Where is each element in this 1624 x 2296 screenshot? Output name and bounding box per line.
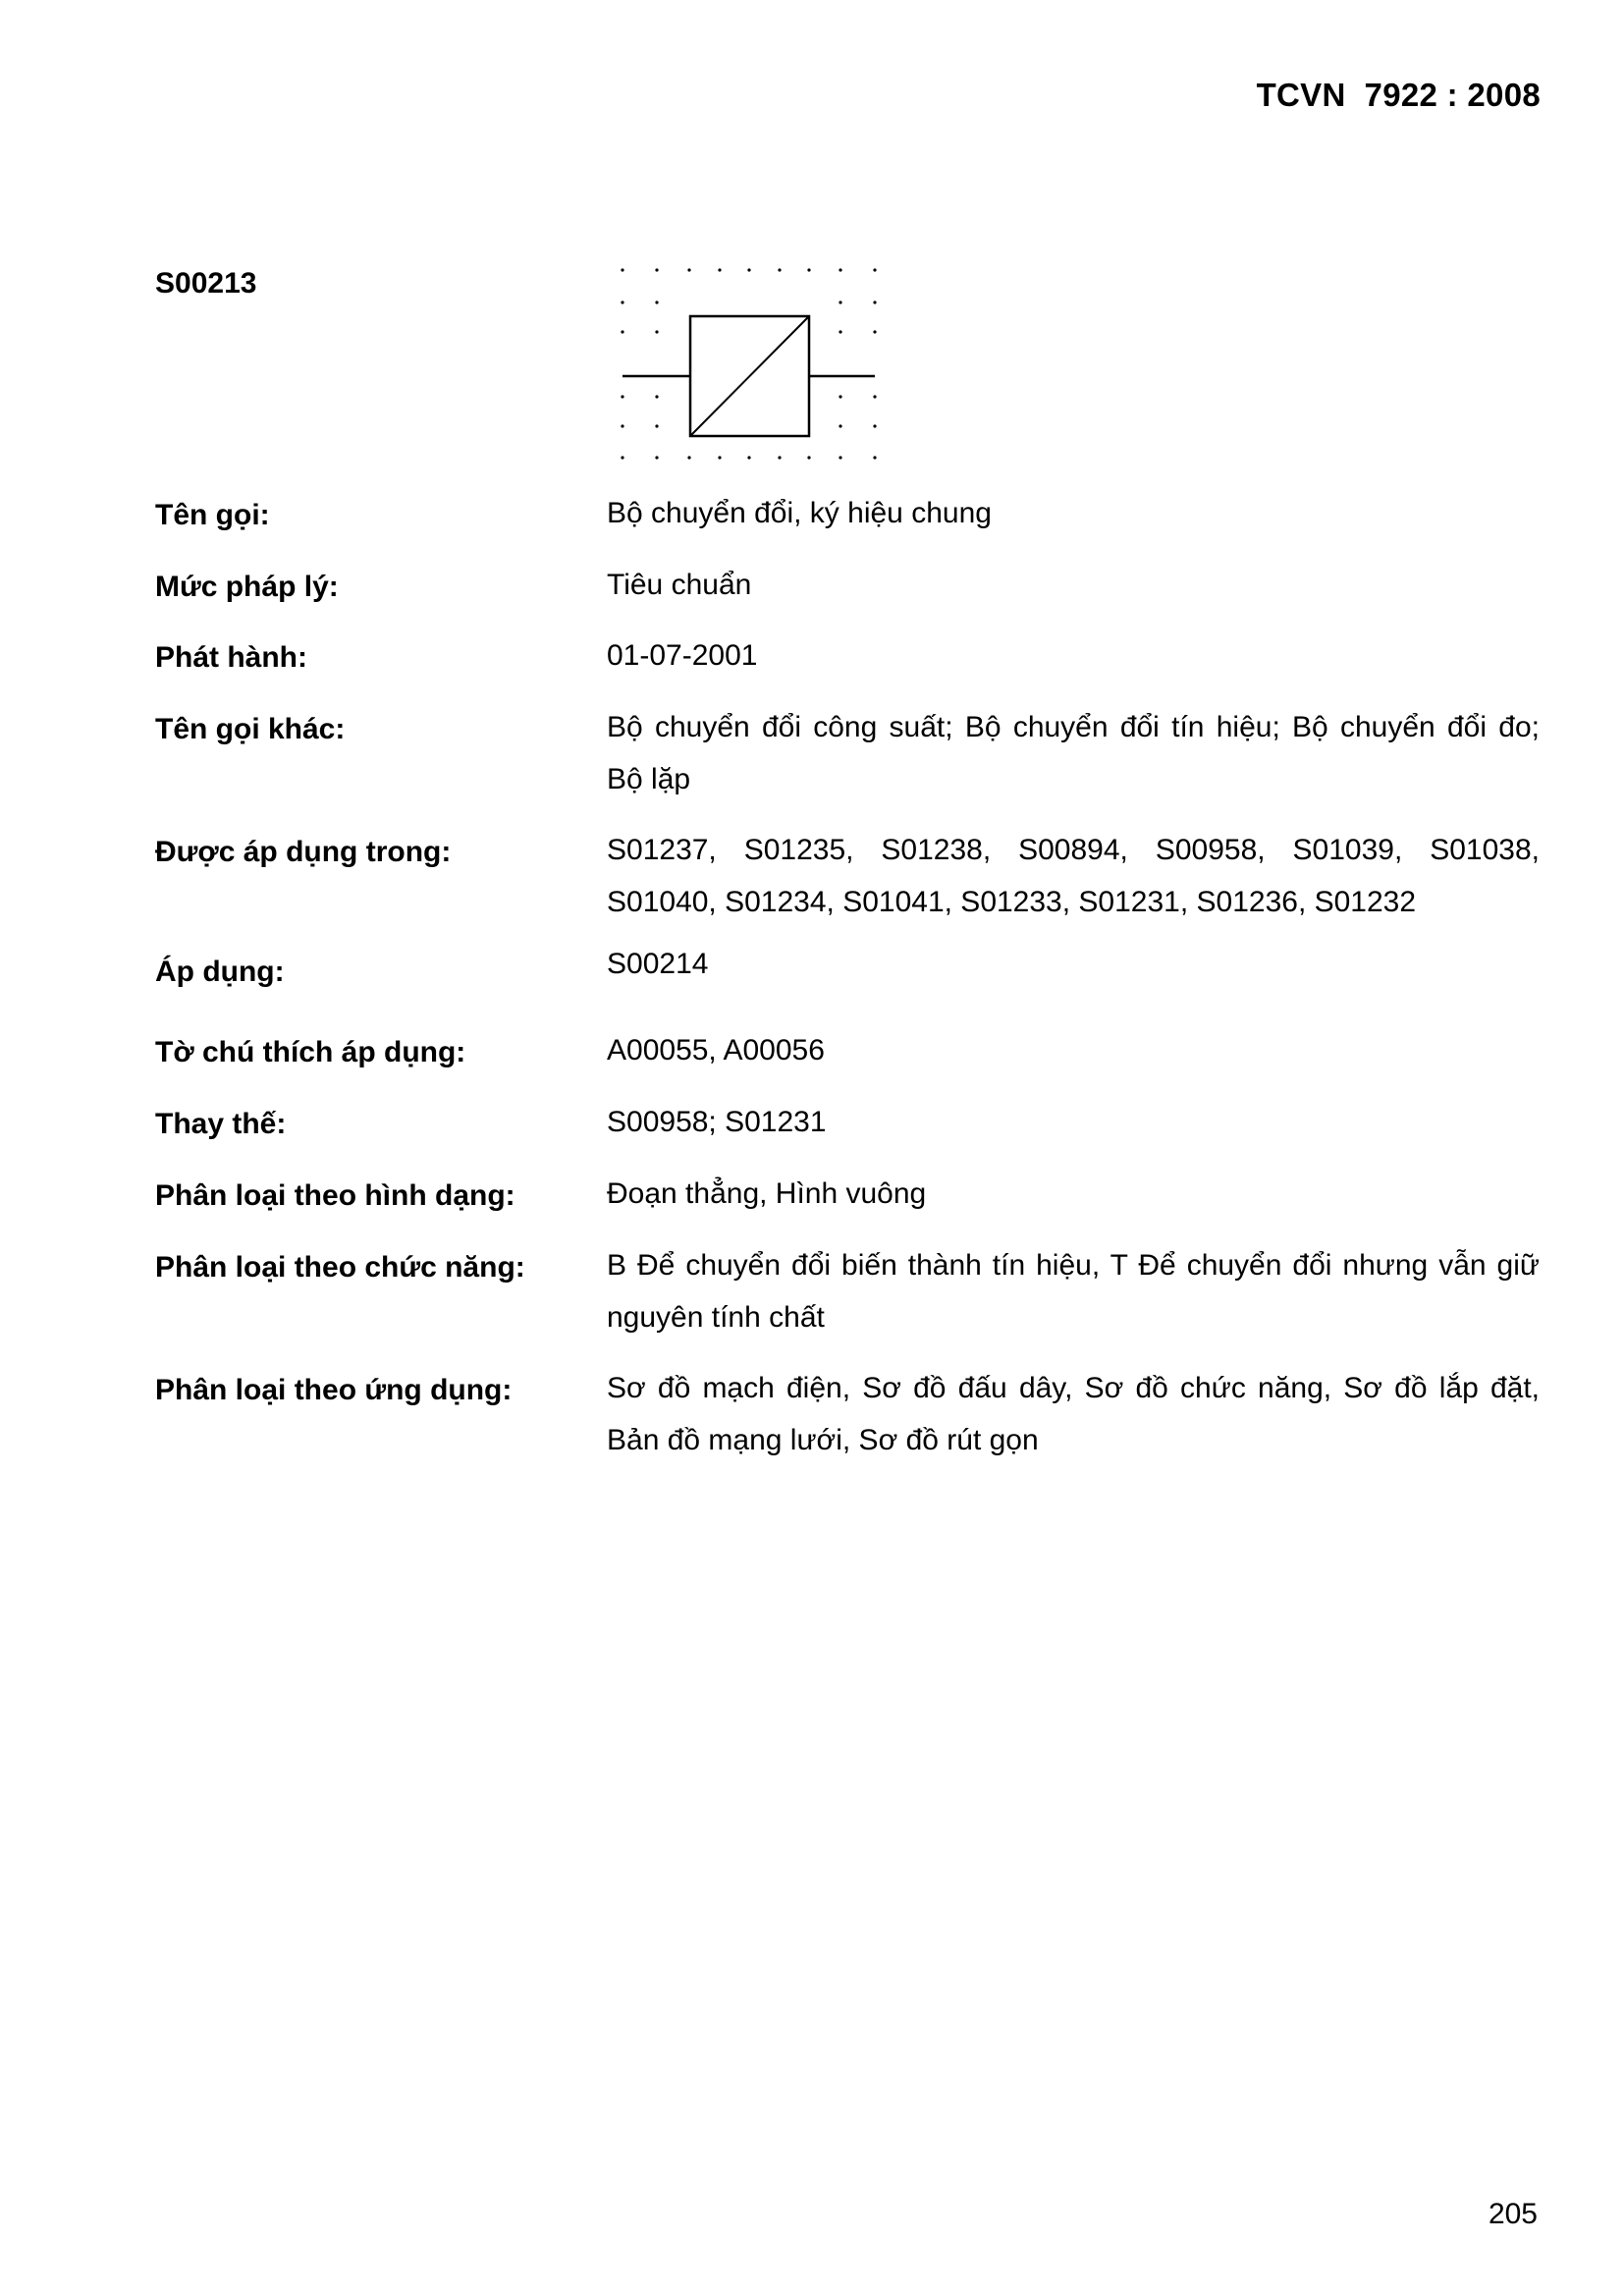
field-value bbox=[607, 701, 1540, 805]
grid-dot bbox=[873, 301, 876, 303]
page-number: 205 bbox=[1488, 2198, 1538, 2230]
grid-dot bbox=[621, 395, 623, 398]
grid-dot bbox=[718, 456, 721, 459]
field-value-line: B Để chuyển đổi biến thành tín hiệu, T Để chuyển đổi nhưng vẫn giữ bbox=[607, 1249, 1540, 1282]
grid-dot bbox=[655, 395, 658, 398]
grid-dot bbox=[655, 456, 658, 459]
grid-dot bbox=[839, 268, 841, 271]
grid-dot bbox=[621, 330, 623, 333]
field-value-line: A00055, A00056 bbox=[607, 1034, 825, 1066]
grid-dot bbox=[621, 301, 623, 303]
grid-dot bbox=[621, 456, 623, 459]
field-value-line: Bộ chuyển đổi công suất; Bộ chuyển đổi tín hiệu; Bộ chuyển đổi đo; bbox=[607, 711, 1540, 743]
field-value bbox=[607, 1024, 1540, 1076]
grid-dot bbox=[778, 268, 781, 271]
field-value bbox=[607, 1239, 1540, 1343]
field-value bbox=[607, 559, 1540, 611]
field-value bbox=[607, 629, 1540, 682]
field-value bbox=[607, 1362, 1540, 1466]
field-label: Được áp dụng trong: bbox=[155, 836, 452, 868]
field-label: Tên gọi: bbox=[155, 499, 270, 531]
field-value-line: Bộ lặp bbox=[607, 763, 691, 795]
grid-dots bbox=[621, 268, 876, 459]
field-value-line: Tiêu chuẩn bbox=[607, 569, 752, 601]
field-value-line: S00214 bbox=[607, 948, 709, 980]
grid-dot bbox=[873, 395, 876, 398]
grid-dot bbox=[655, 424, 658, 427]
grid-dot bbox=[687, 268, 690, 271]
field-value bbox=[607, 824, 1540, 928]
grid-dot bbox=[873, 268, 876, 271]
field-value bbox=[607, 938, 1540, 990]
field-label: Tên gọi khác: bbox=[155, 713, 346, 745]
grid-dot bbox=[747, 456, 750, 459]
field-value-line: S01237, S01235, S01238, S00894, S00958, S01039, S01038, bbox=[607, 834, 1540, 866]
field-value bbox=[607, 1168, 1540, 1220]
field-value-line: nguyên tính chất bbox=[607, 1301, 825, 1334]
field-value-line: Bản đồ mạng lưới, Sơ đồ rút gọn bbox=[607, 1424, 1039, 1456]
field-label: Phân loại theo hình dạng: bbox=[155, 1179, 515, 1212]
grid-dot bbox=[839, 456, 841, 459]
grid-dot bbox=[839, 424, 841, 427]
grid-dot bbox=[621, 268, 623, 271]
field-value bbox=[607, 1096, 1540, 1148]
grid-dot bbox=[718, 268, 721, 271]
grid-dot bbox=[655, 330, 658, 333]
field-label: Thay thế: bbox=[155, 1108, 287, 1140]
grid-dot bbox=[655, 301, 658, 303]
field-value-line: S01040, S01234, S01041, S01233, S01231, S01236, S01232 bbox=[607, 886, 1417, 918]
grid-dot bbox=[839, 395, 841, 398]
field-value-line: 01-07-2001 bbox=[607, 639, 758, 672]
grid-dot bbox=[778, 456, 781, 459]
field-value-line: Bộ chuyển đổi, ký hiệu chung bbox=[607, 497, 992, 529]
grid-dot bbox=[839, 330, 841, 333]
field-label: Phân loại theo ứng dụng: bbox=[155, 1374, 513, 1406]
grid-dot bbox=[873, 424, 876, 427]
field-label: Mức pháp lý: bbox=[155, 571, 339, 603]
grid-dot bbox=[655, 268, 658, 271]
field-value-line: Đoạn thẳng, Hình vuông bbox=[607, 1177, 927, 1210]
grid-dot bbox=[747, 268, 750, 271]
converter-symbol-icon bbox=[617, 260, 882, 466]
field-label: Phát hành: bbox=[155, 641, 307, 674]
field-value-line: Sơ đồ mạch điện, Sơ đồ đấu dây, Sơ đồ chức năng, Sơ đồ lắp đặt, bbox=[607, 1372, 1540, 1404]
grid-dot bbox=[873, 330, 876, 333]
grid-dot bbox=[807, 456, 810, 459]
grid-dot bbox=[687, 456, 690, 459]
grid-dot bbox=[621, 424, 623, 427]
grid-dot bbox=[839, 301, 841, 303]
converter-diagonal bbox=[690, 316, 809, 436]
field-label: Áp dụng: bbox=[155, 956, 285, 988]
field-label: Tờ chú thích áp dụng: bbox=[155, 1036, 466, 1068]
grid-dot bbox=[807, 268, 810, 271]
field-label: Phân loại theo chức năng: bbox=[155, 1251, 525, 1284]
document-header: TCVN 7922 : 2008 bbox=[1256, 77, 1541, 113]
field-value bbox=[607, 487, 1540, 539]
symbol-code: S00213 bbox=[155, 267, 257, 300]
field-value-line: S00958; S01231 bbox=[607, 1106, 827, 1138]
grid-dot bbox=[873, 456, 876, 459]
